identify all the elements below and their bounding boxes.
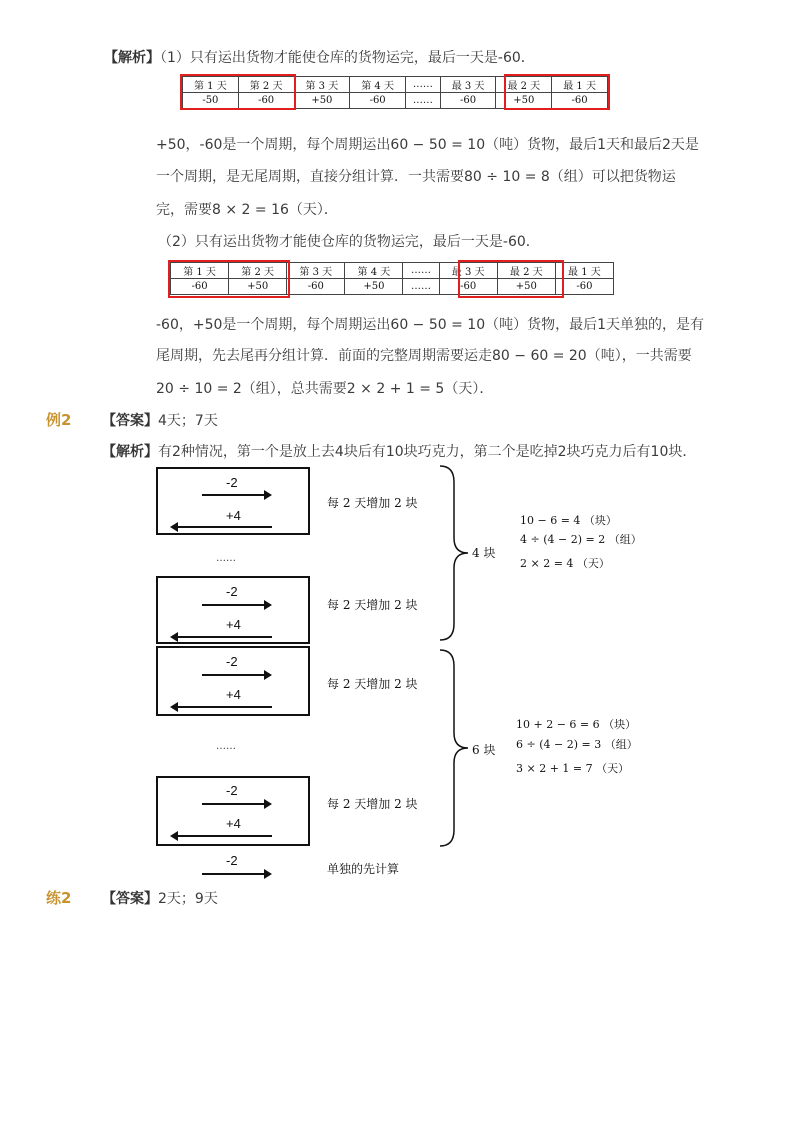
calc-line: 6 ÷ (4 − 2) = 3 （组）: [516, 738, 638, 751]
practice2-answer: [102, 888, 218, 908]
calc-line: 10 − 6 = 4 （块）: [520, 514, 617, 527]
highlight-box: [458, 260, 564, 298]
part2-para-line: -60，+50是一个周期，每个周期运出60 − 50 = 10（吨）货物，最后1天单独的，是有: [156, 317, 705, 333]
table-cell: 第 2 天: [229, 263, 287, 279]
minus-label: -2: [226, 853, 238, 868]
table-cell: -60: [287, 279, 345, 295]
plus-label: +4: [226, 508, 241, 523]
part2-para-line: 20 ÷ 10 = 2（组），总共需要2 × 2 + 1 = 5（天）．: [156, 381, 494, 397]
table-cell: 最 1 天: [555, 263, 613, 279]
arrow-right: [202, 803, 270, 805]
analysis-tag: 【解析】: [104, 50, 160, 66]
analysis-text: 有2种情况，第一个是放上去4块后有10块巧克力，第二个是吃掉2块巧克力后有10块．: [158, 444, 697, 460]
analysis-part1-line: [104, 47, 535, 67]
table-cell: 第 2 天: [238, 77, 294, 93]
arrow-right: [202, 604, 270, 606]
part2-intro: （2）只有运出货物才能使仓库的货物运完，最后一天是-60．: [158, 234, 540, 250]
arrow-right: [202, 674, 270, 676]
arrow-left: [172, 636, 272, 638]
answer-tag: 【答案】: [102, 891, 158, 907]
table-cell: -60: [552, 93, 608, 109]
cycle-note: 每 2 天增加 2 块: [327, 797, 418, 811]
table-cell: 第 3 天: [287, 263, 345, 279]
minus-label: -2: [226, 584, 238, 599]
brace-icon: [436, 462, 476, 644]
ellipsis: ……: [216, 553, 236, 564]
arrow-right: [202, 873, 270, 875]
table-cell: 最 2 天: [497, 263, 555, 279]
practice-label: 练2: [46, 889, 72, 907]
table-cell: ……: [406, 77, 441, 93]
plus-label: +4: [226, 617, 241, 632]
table-cell: +50: [294, 93, 350, 109]
plus-label: +4: [226, 687, 241, 702]
analysis-tag: 【解析】: [102, 444, 158, 460]
plus-label: +4: [226, 816, 241, 831]
calc-line: 2 × 2 = 4 （天）: [520, 557, 610, 570]
arrow-left: [172, 835, 272, 837]
minus-label: -2: [226, 783, 238, 798]
table-cell: -60: [171, 279, 229, 295]
answer-text: 2天；9天: [158, 891, 218, 907]
table-cell: +50: [496, 93, 552, 109]
part1-para-line: 一个周期，是无尾周期，直接分组计算．一共需要80 ÷ 10 = 8（组）可以把货物运: [156, 169, 676, 185]
example-label: 例2: [46, 411, 72, 429]
calc-line: 4 ÷ (4 − 2) = 2 （组）: [520, 533, 642, 546]
table-cell: 最 2 天: [496, 77, 552, 93]
table-cell: +50: [229, 279, 287, 295]
table-cell: -60: [439, 279, 497, 295]
table-cell: 第 1 天: [183, 77, 239, 93]
table-cell: ……: [403, 279, 439, 295]
calc-line: 10 + 2 − 6 = 6 （块）: [516, 718, 637, 731]
answer-text: 4天；7天: [158, 413, 218, 429]
group1-label: 4 块: [472, 546, 496, 560]
highlight-box: [168, 260, 290, 298]
table-cell: 最 3 天: [439, 263, 497, 279]
table-cell: 第 3 天: [294, 77, 350, 93]
table-cell: 最 1 天: [552, 77, 608, 93]
group2-label: 6 块: [472, 743, 496, 757]
example2-analysis: [102, 441, 696, 461]
table-cell: 最 3 天: [440, 77, 496, 93]
example2-answer: [102, 410, 218, 430]
arrow-right: [202, 494, 270, 496]
part1-para-line: +50，-60是一个周期，每个周期运出60 − 50 = 10（吨）货物，最后1天和最后2天是: [156, 137, 699, 153]
ellipsis: ……: [216, 741, 236, 752]
table-cell: +50: [345, 279, 403, 295]
part1-intro: （1）只有运出货物才能使仓库的货物运完，最后一天是-60．: [160, 50, 535, 66]
part1-para-line: 完，需要8 × 2 = 16（天）．: [156, 202, 338, 218]
table-cell: -60: [440, 93, 496, 109]
cycle-note: 每 2 天增加 2 块: [327, 598, 418, 612]
table-cell: ……: [403, 263, 439, 279]
table-cell: -60: [555, 279, 613, 295]
table-cell: ……: [406, 93, 441, 109]
table-cell: -50: [183, 93, 239, 109]
table-cell: -60: [238, 93, 294, 109]
brace-icon: [436, 646, 476, 850]
arrow-left: [172, 526, 272, 528]
minus-label: -2: [226, 654, 238, 669]
highlight-box: [180, 74, 296, 110]
cycle-note: 每 2 天增加 2 块: [327, 677, 418, 691]
highlight-box: [504, 74, 610, 110]
calc-line: 3 × 2 + 1 = 7 （天）: [516, 762, 630, 775]
table-cell: 第 4 天: [345, 263, 403, 279]
answer-tag: 【答案】: [102, 413, 158, 429]
table-cell: +50: [497, 279, 555, 295]
table-cell: 第 1 天: [171, 263, 229, 279]
table-cell: 第 4 天: [350, 77, 406, 93]
minus-label: -2: [226, 475, 238, 490]
cycle-note: 每 2 天增加 2 块: [327, 496, 418, 510]
arrow-left: [172, 706, 272, 708]
part2-para-line: 尾周期，先去尾再分组计算．前面的完整周期需要运走80 − 60 = 20（吨），一共需要: [156, 348, 692, 364]
single-note: 单独的先计算: [327, 862, 400, 876]
table-cell: -60: [350, 93, 406, 109]
